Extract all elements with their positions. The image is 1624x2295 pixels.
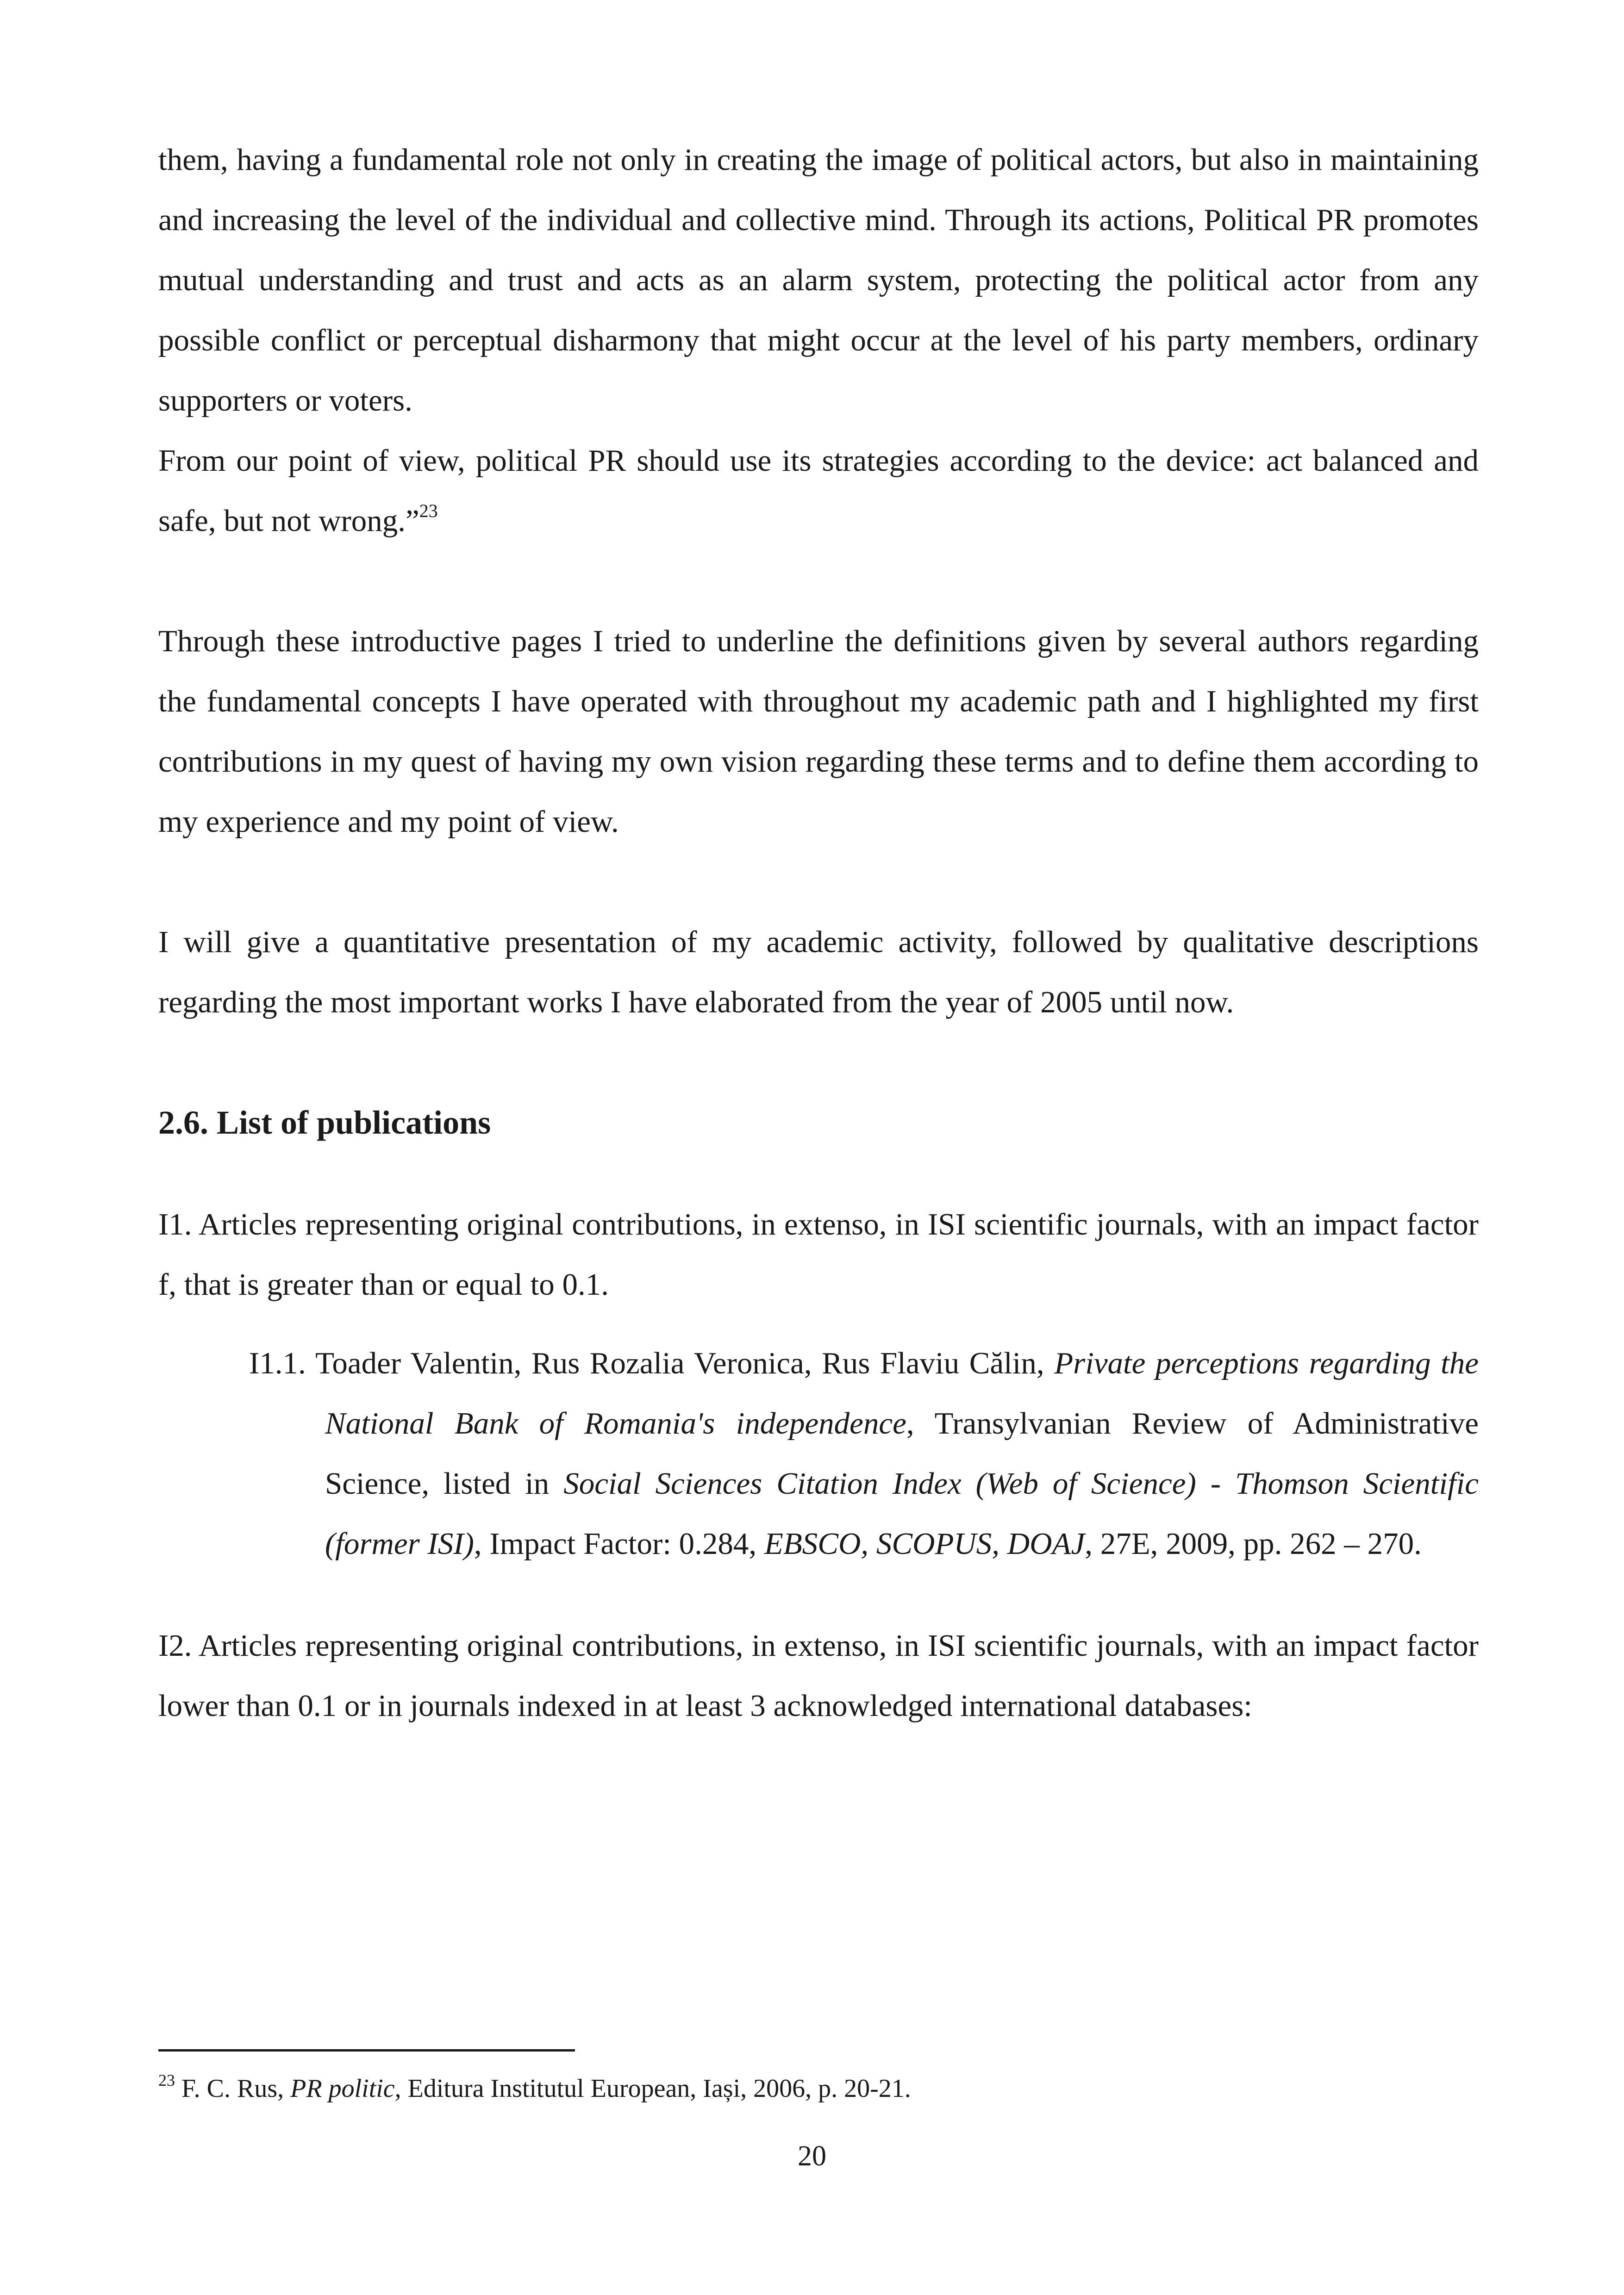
footnote-divider [158,2049,575,2052]
footnote-author: F. C. Rus, [181,2074,284,2103]
page-body [158,130,1479,1736]
footnote-number: 23 [158,2071,175,2089]
paragraph-point-of-view [158,430,1479,551]
category-i2: I2. Articles representing original contributions, in extenso, in ISI scientific journals, with an impact factor lower than 0.1 or in journals indexed in at least 3 acknowledged international databases: [158,1628,1479,1723]
point-of-view-text: From our point of view, political PR should use its strategies according to the device: act balanced and safe, but not wrong.” [158,443,1479,538]
publication-authors: Toader Valentin, Rus Rozalia Veronica, Rus Flaviu Călin, [315,1346,1044,1380]
publication-impact: , Impact Factor: 0.284, [474,1527,757,1561]
section-heading: 2.6. List of publications [158,1104,491,1141]
publication-databases: EBSCO, SCOPUS, DOAJ [764,1527,1085,1561]
publication-i1-1 [158,1333,1479,1574]
paragraph-political-pr: them, having a fundamental role not only in creating the image of political actors, but also in maintaining and increasing the level of the individual and collective mind. Through its actions, Political PR promotes mutual understanding and trust and acts as an alarm system, protecting the political actor from any possible conflict or perceptual disharmony that might occur at the level of his party members, ordinary supporters or voters. [158,143,1479,418]
footnote-title: PR politic [290,2074,395,2103]
publication-journal: , Transylvanian Review of Administrative Science, listed in [325,1406,1479,1501]
page-number: 20 [798,2140,826,2172]
paragraph-introductive-pages: Through these introductive pages I tried to underline the definitions given by several authors regarding the fundamental concepts I have operated with throughout my academic path and I highlighted my first contributions in my quest of having my own vision regarding these terms and to define them according to my experience and my point of view. [158,624,1479,839]
footnote-rest: , Editura Institutul European, Iași, 2006, p. 20-21. [394,2074,911,2103]
publication-title: Private perceptions regarding the National Bank of Romania's independence [325,1346,1479,1441]
footnote-ref-23: 23 [419,500,438,521]
category-i1: I1. Articles representing original contributions, in extenso, in ISI scientific journals, with an impact factor f, that is greater than or equal to 0.1. [158,1207,1479,1302]
publication-number: I1.1. [249,1346,306,1380]
publication-index: Social Sciences Citation Index (Web of Science) - Thomson Scientific (former ISI) [325,1466,1479,1561]
publication-end: , 27E, 2009, pp. 262 – 270. [1085,1527,1422,1561]
footnote-23 [158,2070,1479,2107]
paragraph-quantitative-presentation: I will give a quantitative presentation of my academic activity, followed by qualitative descriptions regarding the most important works I have elaborated from the year of 2005 until now. [158,925,1479,1019]
